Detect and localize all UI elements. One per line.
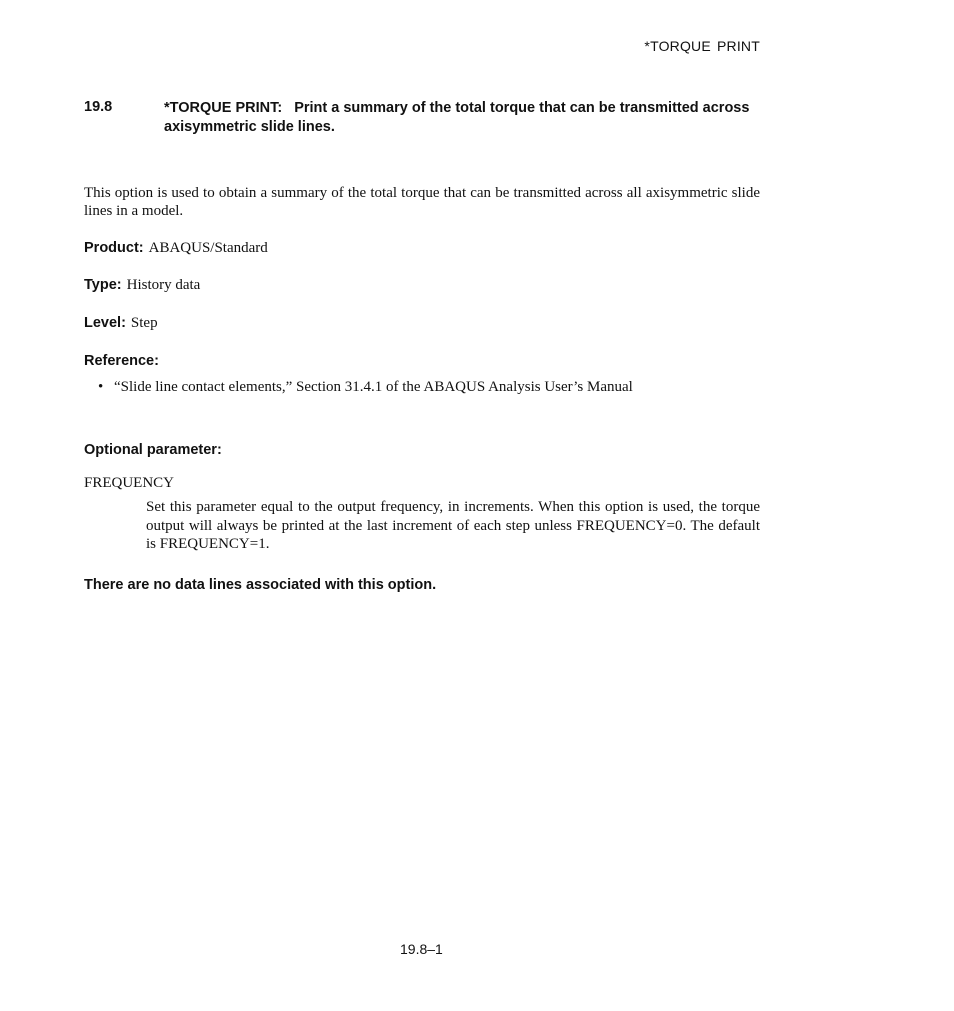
product-value: ABAQUS/Standard	[148, 240, 268, 256]
page-number: 19.8–1	[400, 941, 443, 957]
reference-heading: Reference:	[84, 353, 159, 369]
section-keyword: *TORQUE PRINT:	[164, 100, 283, 116]
running-header: *TORQUE PRINT	[644, 38, 760, 54]
level-label: Level:	[84, 315, 126, 331]
intro-paragraph: This option is used to obtain a summary of the total torque that can be transmitted across all axisymmetric slide lines in a model.	[84, 185, 760, 219]
parameter-name-frequency: FREQUENCY	[84, 475, 175, 491]
parameter-description-frequency: Set this parameter equal to the output frequency, in increments. When this option is used, the torque output will always be printed at the last increment of each step unless FREQUENCY=0. The default is FREQUENCY=1.	[146, 499, 760, 552]
level-value: Step	[130, 315, 158, 331]
product-field	[84, 240, 268, 257]
reference-list	[98, 379, 633, 396]
product-label: Product:	[84, 240, 144, 256]
type-field	[84, 277, 200, 294]
section-number: 19.8	[84, 99, 113, 115]
reference-item-text: “Slide line contact elements,” Section 31.4.1 of the ABAQUS Analysis User’s Manual	[114, 379, 633, 395]
optional-parameter-heading: Optional parameter:	[84, 442, 222, 458]
level-field	[84, 315, 158, 332]
section-title-text: Print a summary of the total torque that can be transmitted across axisymmetric slide lines.	[164, 100, 750, 135]
data-lines-note: There are no data lines associated with this option.	[84, 577, 437, 593]
type-label: Type:	[84, 277, 122, 293]
bullet-icon: •	[98, 379, 104, 395]
type-value: History data	[126, 277, 201, 293]
reference-item	[98, 379, 633, 396]
section-title	[164, 99, 760, 137]
